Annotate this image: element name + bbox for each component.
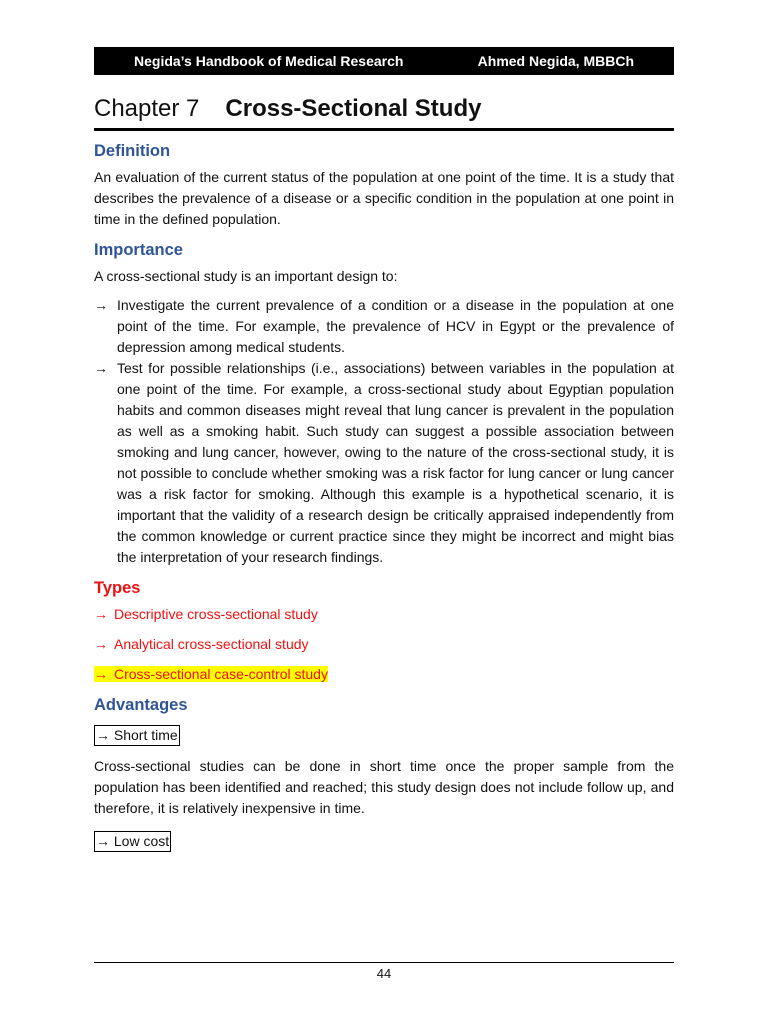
arrow-icon: →	[94, 297, 108, 313]
chapter-number: Chapter 7	[94, 95, 200, 122]
list-item: → Investigate the current prevalence of a condition or a disease in the population at one point of the time. For example, the prevalence of HCV in Egypt or the prevalence of depression among medical students.	[94, 297, 674, 355]
book-title: Negida’s Handbook of Medical Research	[134, 53, 404, 69]
chapter-title: Cross-Sectional Study	[225, 95, 482, 122]
importance-list	[94, 295, 674, 568]
document-page	[94, 47, 674, 862]
definition-heading: Definition	[94, 142, 171, 160]
advantages-heading: Advantages	[94, 696, 188, 714]
list-item: → Test for possible relationships (i.e., associations) between variables in the population at one point of the time. For example, a cross-sectional study about Egyptian population habits and common diseases might reveal that lung cancer is prevalent in the population as well as a smoking habit. Such study can suggest a possible association between smoking and lung cancer, however, owing to the nature of the cross-sectional study, it is not possible to conclude whether smoking was a risk factor for lung cancer or lung cancer was a risk factor for smoking. Although this example is a hypothetical scenario, it is important that the validity of a research design be critically appraised independently from the common knowledge or current practice since they might be incorrect and might bias the interpretation of your research findings.	[94, 360, 674, 565]
types-heading: Types	[94, 579, 141, 597]
importance-heading: Importance	[94, 241, 183, 259]
arrow-icon: →	[94, 636, 108, 652]
list-item: → Analytical cross-sectional study	[94, 636, 309, 652]
importance-intro: A cross-sectional study is an important design to:	[94, 268, 398, 284]
arrow-icon: →	[94, 360, 108, 376]
definition-text: An evaluation of the current status of the population at one point of the time. It is a study that describes the prevalence of a disease or a specific condition in the population at one point in time in the defined population.	[94, 169, 674, 227]
short-time-label: → Short time	[94, 725, 180, 746]
page-number: 44	[376, 966, 392, 981]
chapter-heading	[94, 95, 674, 131]
author-name: Ahmed Negida, MBBCh	[477, 53, 634, 69]
arrow-icon: →	[94, 606, 108, 622]
list-item: → Descriptive cross-sectional study	[94, 606, 318, 622]
arrow-icon: →	[96, 727, 110, 743]
arrow-icon: →	[96, 833, 110, 849]
highlighted-text: → Cross-sectional case-control study	[94, 666, 328, 682]
types-list	[94, 604, 674, 685]
list-item	[94, 664, 674, 685]
page-footer	[94, 962, 674, 981]
running-header	[94, 47, 674, 75]
short-time-text: Cross-sectional studies can be done in short time once the proper sample from the population has been identified and reached; this study design does not include follow up, and therefore, it is relatively inexpensive in time.	[94, 758, 674, 816]
low-cost-label: → Low cost	[94, 831, 171, 852]
arrow-icon: →	[94, 666, 108, 682]
